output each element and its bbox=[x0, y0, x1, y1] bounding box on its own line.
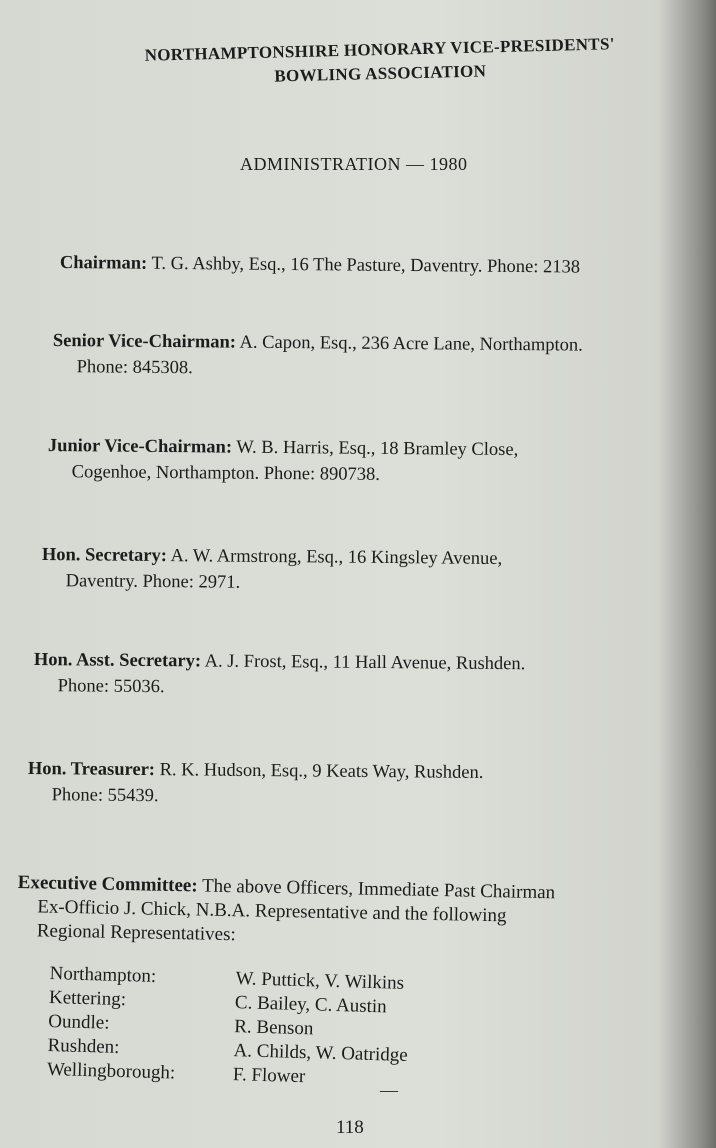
executive-line-2: Ex-Officio J. Chick, N.B.A. Representative and the following bbox=[37, 896, 507, 927]
officer-details-line-2: Daventry. Phone: 2971. bbox=[65, 571, 241, 593]
officer-title: Junior Vice-Chairman: bbox=[47, 435, 233, 458]
officer-title: Hon. Asst. Secretary: bbox=[33, 649, 202, 672]
officer-details: T. G. Ashby, Esq., 16 The Pasture, Daventry. Phone: 2138 bbox=[147, 253, 581, 278]
region-name: Kettering: bbox=[48, 986, 127, 1011]
heading-line-1: NORTHAMPTONSHIRE HONORARY VICE-PRESIDENTS' bbox=[144, 34, 615, 65]
region-name: Oundle: bbox=[48, 1010, 110, 1034]
officer-details: W. B. Harris, Esq., 18 Bramley Close, bbox=[231, 437, 519, 461]
page-number: 118 bbox=[336, 1117, 364, 1138]
officer-hon-treasurer bbox=[28, 756, 484, 812]
region-reps: A. Childs, W. Oatridge bbox=[233, 1040, 408, 1067]
region-name: Rushden: bbox=[47, 1034, 120, 1058]
officer-title: Chairman: bbox=[59, 252, 148, 274]
region-reps: F. Flower bbox=[232, 1064, 306, 1088]
executive-committee bbox=[17, 871, 708, 956]
officer-title: Hon. Secretary: bbox=[41, 544, 167, 567]
officer-details: A. J. Frost, Esq., 11 Hall Avenue, Rushden. bbox=[200, 651, 526, 675]
officer-chairman bbox=[60, 250, 580, 281]
executive-line-3: Regional Representatives: bbox=[36, 920, 236, 946]
region-name: Wellingborough: bbox=[46, 1058, 176, 1084]
region-reps: R. Benson bbox=[233, 1016, 314, 1040]
executive-title: Executive Committee: bbox=[17, 871, 198, 897]
officer-details-line-2: Cogenhoe, Northampton. Phone: 890738. bbox=[71, 462, 381, 485]
regional-representatives-list bbox=[47, 962, 510, 1095]
region-reps: C. Bailey, C. Austin bbox=[234, 992, 388, 1018]
officer-details: R. K. Hudson, Esq., 9 Keats Way, Rushden. bbox=[154, 760, 484, 783]
officer-details: A. Capon, Esq., 236 Acre Lane, Northampton. bbox=[235, 332, 583, 356]
trailing-dash: — bbox=[380, 1080, 398, 1100]
officer-details-line-2: Phone: 55036. bbox=[57, 676, 165, 698]
officer-hon-asst-secretary bbox=[34, 647, 526, 703]
association-heading bbox=[60, 30, 701, 94]
heading-line-2: BOWLING ASSOCIATION bbox=[274, 61, 487, 86]
officer-details-line-2: Phone: 55439. bbox=[51, 785, 159, 807]
officer-hon-secretary bbox=[42, 542, 503, 598]
officer-details: A. W. Armstrong, Esq., 16 Kingsley Avenue, bbox=[166, 546, 503, 570]
officer-title: Senior Vice-Chairman: bbox=[52, 330, 237, 353]
officer-title: Hon. Treasurer: bbox=[27, 758, 156, 781]
officer-details-line-2: Phone: 845308. bbox=[76, 357, 193, 379]
administration-subheading: ADMINISTRATION — 1980 bbox=[240, 154, 468, 174]
officer-junior-vice-chairman bbox=[48, 433, 519, 489]
officer-senior-vice-chairman bbox=[53, 328, 583, 385]
region-name: Northampton: bbox=[49, 962, 157, 987]
executive-line-1: The above Officers, Immediate Past Chairman bbox=[197, 875, 556, 904]
region-reps: W. Puttick, V. Wilkins bbox=[235, 968, 405, 994]
